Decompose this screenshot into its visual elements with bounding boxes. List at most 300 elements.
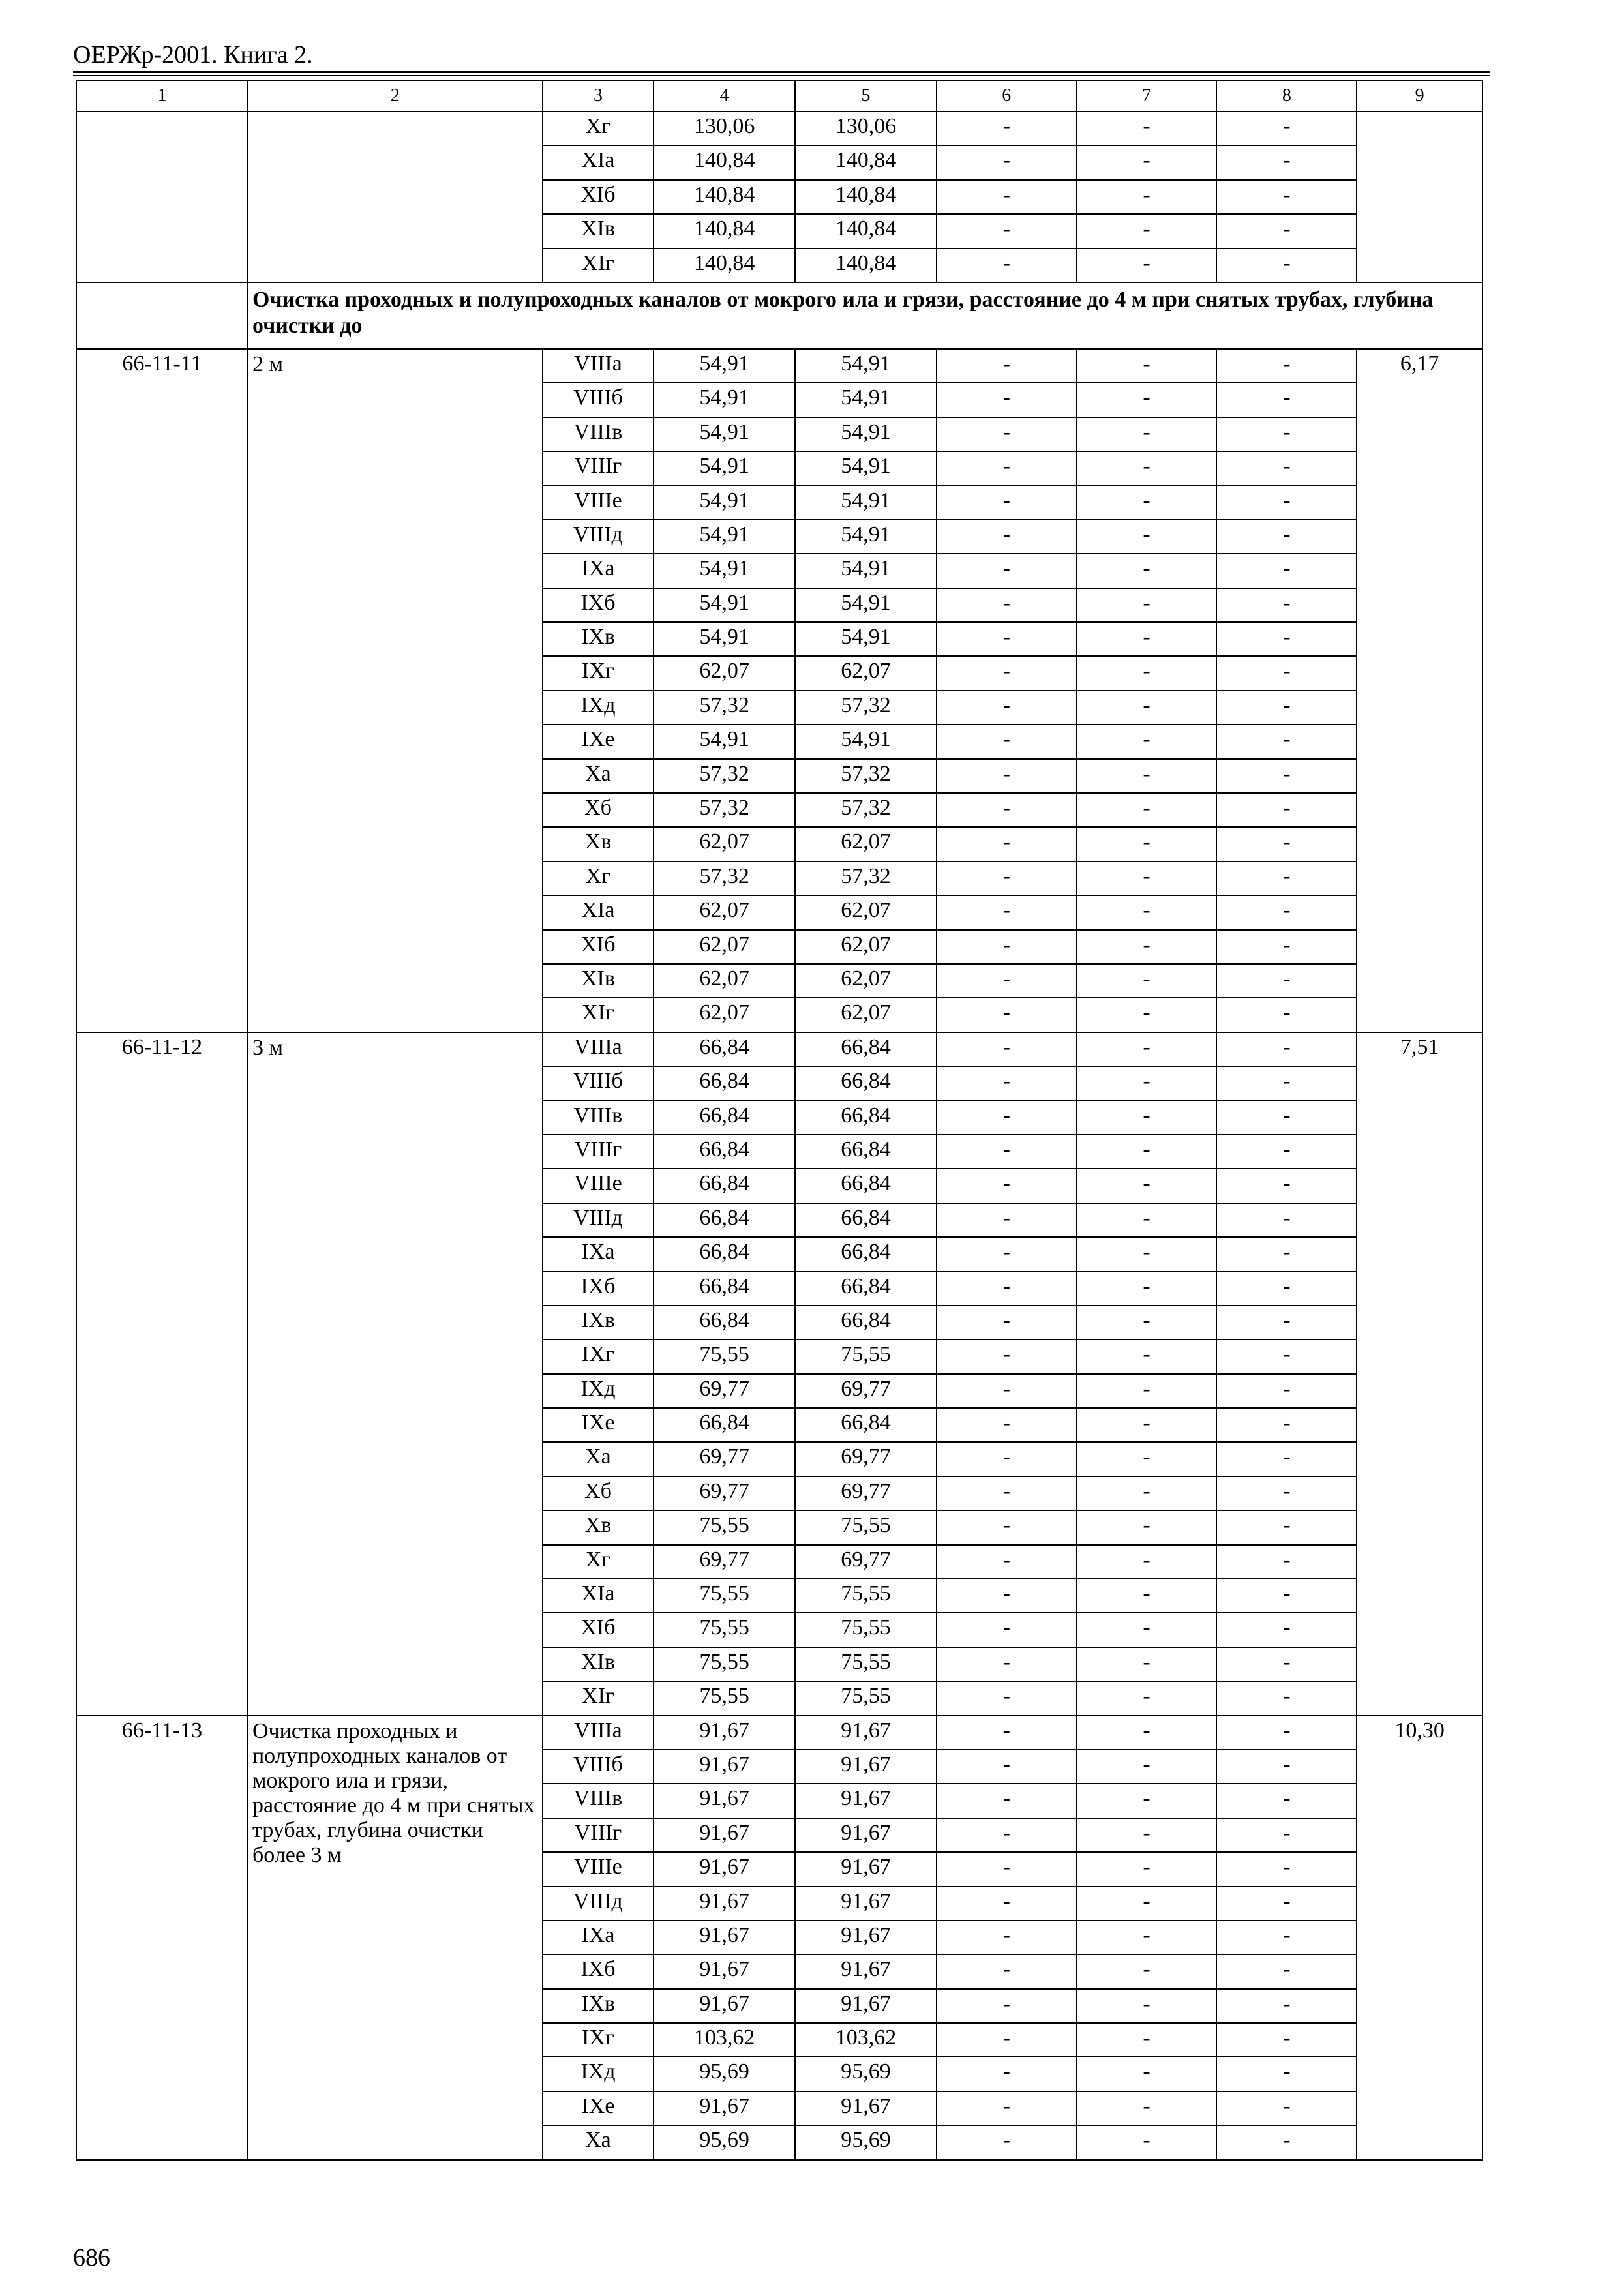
value-cell-8: -: [1216, 1306, 1357, 1339]
value-cell-5: 54,91: [795, 554, 937, 588]
value-cell-7: -: [1077, 861, 1217, 895]
value-cell-6: -: [937, 1272, 1077, 1306]
value-cell-5: 66,84: [795, 1237, 937, 1271]
zone-cell: IXб: [543, 1272, 654, 1306]
value-cell-8: -: [1216, 1954, 1357, 1988]
zone-cell: Xг: [543, 1545, 654, 1579]
value-cell-7: -: [1077, 248, 1217, 282]
zone-cell: IXa: [543, 1921, 654, 1954]
value-cell-8: -: [1216, 656, 1357, 690]
value-cell-4: 75,55: [654, 1579, 795, 1613]
value-cell-4: 66,84: [654, 1408, 795, 1442]
value-cell-8: -: [1216, 1887, 1357, 1921]
value-cell-8: -: [1216, 588, 1357, 622]
value-cell-8: -: [1216, 1579, 1357, 1613]
value-cell-8: -: [1216, 2091, 1357, 2125]
header-rule: [73, 71, 1490, 73]
value-cell-4: 103,62: [654, 2023, 795, 2057]
value-cell-6: -: [937, 214, 1077, 248]
value-cell-6: -: [937, 1101, 1077, 1135]
value-cell-6: -: [937, 451, 1077, 485]
value-cell-8: -: [1216, 1476, 1357, 1510]
value-cell-7: -: [1077, 1887, 1217, 1921]
value-cell-8: -: [1216, 145, 1357, 179]
value-cell-6: -: [937, 2091, 1077, 2125]
value-cell-5: 54,91: [795, 622, 937, 656]
value-cell-8: -: [1216, 1818, 1357, 1852]
value-cell-8: -: [1216, 964, 1357, 998]
value-cell-4: 66,84: [654, 1203, 795, 1237]
zone-cell: XIa: [543, 1579, 654, 1613]
value-cell-8: -: [1216, 1681, 1357, 1715]
value-cell-6: -: [937, 1442, 1077, 1476]
value-cell-5: 140,84: [795, 145, 937, 179]
value-cell-5: 91,67: [795, 1784, 937, 1818]
value-cell-8: -: [1216, 622, 1357, 656]
value-cell-8: -: [1216, 349, 1357, 383]
value-cell-6: -: [937, 1374, 1077, 1408]
value-cell-5: 66,84: [795, 1203, 937, 1237]
value-cell-4: 62,07: [654, 827, 795, 861]
value-cell-4: 66,84: [654, 1135, 795, 1169]
value-cell-6: -: [937, 1579, 1077, 1613]
value-cell-7: -: [1077, 1476, 1217, 1510]
value-cell-4: 54,91: [654, 622, 795, 656]
value-cell-6: -: [937, 248, 1077, 282]
column-number: 6: [937, 80, 1077, 112]
zone-cell: IXe: [543, 725, 654, 758]
zone-cell: VIIIe: [543, 1852, 654, 1886]
value-cell-4: 75,55: [654, 1613, 795, 1647]
value-cell-7: -: [1077, 1442, 1217, 1476]
value-cell-8: -: [1216, 1510, 1357, 1544]
value-cell-8: -: [1216, 1545, 1357, 1579]
value-cell-4: 75,55: [654, 1647, 795, 1681]
value-cell-6: -: [937, 1066, 1077, 1100]
value-cell-7: -: [1077, 2091, 1217, 2125]
value-cell-4: 91,67: [654, 1852, 795, 1886]
section-spacer: [76, 282, 248, 349]
zone-cell: VIIIe: [543, 486, 654, 520]
value-cell-7: -: [1077, 1203, 1217, 1237]
value-cell-6: -: [937, 1921, 1077, 1954]
description-cell: Очистка проходных и полупроходных каналов от мокрого ила и грязи, расстояние до 4 м при снятых трубах, глубина очистки более 3 м: [248, 1716, 543, 2160]
value-cell-4: 140,84: [654, 248, 795, 282]
value-cell-5: 57,32: [795, 759, 937, 793]
value-cell-8: -: [1216, 1237, 1357, 1271]
value-cell-6: -: [937, 861, 1077, 895]
value-cell-4: 91,67: [654, 1954, 795, 1988]
value-cell-7: -: [1077, 1784, 1217, 1818]
value-cell-8: -: [1216, 827, 1357, 861]
value-cell-9: 6,17: [1357, 349, 1482, 1032]
value-cell-6: -: [937, 895, 1077, 929]
value-cell-5: 57,32: [795, 861, 937, 895]
value-cell-7: -: [1077, 588, 1217, 622]
value-cell-7: -: [1077, 1681, 1217, 1715]
column-number: 2: [248, 80, 543, 112]
value-cell-8: -: [1216, 1716, 1357, 1750]
value-cell-5: 62,07: [795, 827, 937, 861]
value-cell-6: -: [937, 180, 1077, 214]
value-cell-6: -: [937, 930, 1077, 964]
value-cell-6: -: [937, 1169, 1077, 1203]
value-cell-8: -: [1216, 1066, 1357, 1100]
value-cell-7: -: [1077, 2023, 1217, 2057]
value-cell-4: 75,55: [654, 1339, 795, 1373]
zone-cell: XIa: [543, 895, 654, 929]
value-cell-5: 62,07: [795, 930, 937, 964]
value-cell-5: 62,07: [795, 895, 937, 929]
zone-cell: VIIIд: [543, 520, 654, 554]
value-cell-6: -: [937, 1750, 1077, 1784]
value-cell-4: 140,84: [654, 145, 795, 179]
value-cell-5: 69,77: [795, 1374, 937, 1408]
code-cell: [76, 112, 248, 282]
value-cell-8: -: [1216, 1613, 1357, 1647]
zone-cell: VIIIв: [543, 1101, 654, 1135]
code-cell: 66-11-13: [76, 1716, 248, 2160]
value-cell-7: -: [1077, 998, 1217, 1032]
value-cell-6: -: [937, 1545, 1077, 1579]
value-cell-7: -: [1077, 1647, 1217, 1681]
value-cell-4: 91,67: [654, 1750, 795, 1784]
value-cell-5: 54,91: [795, 725, 937, 758]
column-number: 7: [1077, 80, 1217, 112]
value-cell-5: 91,67: [795, 1852, 937, 1886]
value-cell-4: 66,84: [654, 1032, 795, 1066]
value-cell-6: -: [937, 759, 1077, 793]
zone-cell: XIa: [543, 145, 654, 179]
table-row: [76, 112, 1482, 145]
value-cell-7: -: [1077, 180, 1217, 214]
value-cell-4: 95,69: [654, 2125, 795, 2159]
value-cell-6: -: [937, 588, 1077, 622]
value-cell-5: 75,55: [795, 1681, 937, 1715]
value-cell-5: 140,84: [795, 248, 937, 282]
value-cell-7: -: [1077, 622, 1217, 656]
value-cell-8: -: [1216, 1032, 1357, 1066]
value-cell-7: -: [1077, 1510, 1217, 1544]
value-cell-6: -: [937, 2125, 1077, 2159]
value-cell-8: -: [1216, 725, 1357, 758]
value-cell-5: 62,07: [795, 964, 937, 998]
value-cell-4: 91,67: [654, 1921, 795, 1954]
column-number: 9: [1357, 80, 1482, 112]
value-cell-6: -: [937, 622, 1077, 656]
value-cell-5: 75,55: [795, 1613, 937, 1647]
value-cell-8: -: [1216, 2125, 1357, 2159]
zone-cell: VIIIб: [543, 1750, 654, 1784]
value-cell-5: 75,55: [795, 1339, 937, 1373]
value-cell-7: -: [1077, 1032, 1217, 1066]
value-cell-8: -: [1216, 1374, 1357, 1408]
value-cell-4: 54,91: [654, 451, 795, 485]
zone-cell: VIIIв: [543, 417, 654, 451]
value-cell-6: -: [937, 1716, 1077, 1750]
value-cell-8: -: [1216, 520, 1357, 554]
value-cell-5: 95,69: [795, 2125, 937, 2159]
value-cell-7: -: [1077, 759, 1217, 793]
value-cell-5: 66,84: [795, 1101, 937, 1135]
value-cell-7: -: [1077, 964, 1217, 998]
norms-table: [76, 80, 1483, 2161]
zone-cell: IXд: [543, 2057, 654, 2091]
zone-cell: XIг: [543, 998, 654, 1032]
value-cell-4: 62,07: [654, 656, 795, 690]
value-cell-4: 69,77: [654, 1545, 795, 1579]
value-cell-8: -: [1216, 895, 1357, 929]
value-cell-4: 66,84: [654, 1272, 795, 1306]
value-cell-5: 91,67: [795, 1989, 937, 2023]
value-cell-8: -: [1216, 1921, 1357, 1954]
column-number: 4: [654, 80, 795, 112]
value-cell-7: -: [1077, 451, 1217, 485]
value-cell-4: 62,07: [654, 998, 795, 1032]
zone-cell: IXб: [543, 588, 654, 622]
value-cell-8: -: [1216, 1408, 1357, 1442]
zone-cell: VIIIa: [543, 1032, 654, 1066]
value-cell-7: -: [1077, 1135, 1217, 1169]
value-cell-7: -: [1077, 417, 1217, 451]
value-cell-9: [1357, 112, 1482, 282]
value-cell-6: -: [937, 998, 1077, 1032]
value-cell-4: 66,84: [654, 1169, 795, 1203]
value-cell-8: -: [1216, 486, 1357, 520]
value-cell-5: 66,84: [795, 1408, 937, 1442]
value-cell-6: -: [937, 1681, 1077, 1715]
column-number: 5: [795, 80, 937, 112]
value-cell-5: 54,91: [795, 486, 937, 520]
zone-cell: XIв: [543, 964, 654, 998]
value-cell-5: 75,55: [795, 1579, 937, 1613]
value-cell-4: 140,84: [654, 180, 795, 214]
zone-cell: XIг: [543, 248, 654, 282]
zone-cell: VIIIг: [543, 451, 654, 485]
zone-cell: Xв: [543, 827, 654, 861]
value-cell-7: -: [1077, 112, 1217, 145]
value-cell-5: 69,77: [795, 1476, 937, 1510]
value-cell-6: -: [937, 1647, 1077, 1681]
zone-cell: VIIIв: [543, 1784, 654, 1818]
value-cell-8: -: [1216, 998, 1357, 1032]
value-cell-8: -: [1216, 1272, 1357, 1306]
value-cell-5: 91,67: [795, 1954, 937, 1988]
table-row: [76, 1032, 1482, 1066]
value-cell-7: -: [1077, 1066, 1217, 1100]
value-cell-6: -: [937, 691, 1077, 725]
value-cell-5: 54,91: [795, 417, 937, 451]
value-cell-5: 69,77: [795, 1442, 937, 1476]
value-cell-8: -: [1216, 930, 1357, 964]
table-row: [76, 349, 1482, 383]
value-cell-7: -: [1077, 1306, 1217, 1339]
value-cell-5: 91,67: [795, 1818, 937, 1852]
column-number: 8: [1216, 80, 1357, 112]
value-cell-4: 54,91: [654, 554, 795, 588]
value-cell-7: -: [1077, 1954, 1217, 1988]
value-cell-6: -: [937, 1237, 1077, 1271]
value-cell-4: 54,91: [654, 417, 795, 451]
value-cell-4: 91,67: [654, 1989, 795, 2023]
zone-cell: IXa: [543, 1237, 654, 1271]
value-cell-5: 91,67: [795, 1750, 937, 1784]
zone-cell: Xб: [543, 1476, 654, 1510]
value-cell-7: -: [1077, 1237, 1217, 1271]
value-cell-6: -: [937, 349, 1077, 383]
value-cell-4: 91,67: [654, 1887, 795, 1921]
value-cell-8: -: [1216, 417, 1357, 451]
zone-cell: Xa: [543, 759, 654, 793]
zone-cell: VIIIб: [543, 1066, 654, 1100]
value-cell-5: 66,84: [795, 1066, 937, 1100]
value-cell-7: -: [1077, 895, 1217, 929]
value-cell-4: 75,55: [654, 1681, 795, 1715]
value-cell-6: -: [937, 827, 1077, 861]
zone-cell: VIIIд: [543, 1887, 654, 1921]
value-cell-5: 140,84: [795, 214, 937, 248]
value-cell-6: -: [937, 1032, 1077, 1066]
value-cell-7: -: [1077, 656, 1217, 690]
value-cell-6: -: [937, 1818, 1077, 1852]
value-cell-5: 91,67: [795, 1887, 937, 1921]
value-cell-8: -: [1216, 1750, 1357, 1784]
value-cell-4: 54,91: [654, 588, 795, 622]
zone-cell: VIIIa: [543, 1716, 654, 1750]
value-cell-5: 75,55: [795, 1647, 937, 1681]
value-cell-6: -: [937, 2057, 1077, 2091]
value-cell-6: -: [937, 1887, 1077, 1921]
value-cell-4: 66,84: [654, 1237, 795, 1271]
zone-cell: IXг: [543, 2023, 654, 2057]
zone-cell: IXe: [543, 1408, 654, 1442]
value-cell-4: 91,67: [654, 1716, 795, 1750]
value-cell-4: 75,55: [654, 1510, 795, 1544]
description-cell: [248, 112, 543, 282]
value-cell-6: -: [937, 1989, 1077, 2023]
value-cell-7: -: [1077, 214, 1217, 248]
value-cell-8: -: [1216, 1989, 1357, 2023]
value-cell-6: -: [937, 145, 1077, 179]
value-cell-4: 130,06: [654, 112, 795, 145]
zone-cell: XIб: [543, 930, 654, 964]
value-cell-7: -: [1077, 1921, 1217, 1954]
value-cell-7: -: [1077, 1101, 1217, 1135]
zone-cell: Xв: [543, 1510, 654, 1544]
value-cell-6: -: [937, 112, 1077, 145]
zone-cell: Xб: [543, 793, 654, 827]
value-cell-8: -: [1216, 248, 1357, 282]
value-cell-4: 54,91: [654, 349, 795, 383]
zone-cell: Xг: [543, 112, 654, 145]
zone-cell: IXд: [543, 1374, 654, 1408]
value-cell-8: -: [1216, 1169, 1357, 1203]
value-cell-7: -: [1077, 1545, 1217, 1579]
value-cell-6: -: [937, 383, 1077, 417]
value-cell-5: 75,55: [795, 1510, 937, 1544]
value-cell-5: 62,07: [795, 656, 937, 690]
value-cell-5: 54,91: [795, 520, 937, 554]
value-cell-7: -: [1077, 725, 1217, 758]
value-cell-4: 57,32: [654, 793, 795, 827]
value-cell-7: -: [1077, 2125, 1217, 2159]
value-cell-7: -: [1077, 383, 1217, 417]
value-cell-7: -: [1077, 1852, 1217, 1886]
value-cell-5: 54,91: [795, 349, 937, 383]
zone-cell: XIб: [543, 1613, 654, 1647]
zone-cell: IXв: [543, 1306, 654, 1339]
table-row: [76, 1716, 1482, 1750]
value-cell-8: -: [1216, 451, 1357, 485]
value-cell-7: -: [1077, 793, 1217, 827]
value-cell-9: 10,30: [1357, 1716, 1482, 2160]
value-cell-6: -: [937, 417, 1077, 451]
value-cell-5: 57,32: [795, 691, 937, 725]
zone-cell: VIIIe: [543, 1169, 654, 1203]
value-cell-6: -: [937, 1510, 1077, 1544]
value-cell-7: -: [1077, 1408, 1217, 1442]
value-cell-8: -: [1216, 793, 1357, 827]
description-cell: 3 м: [248, 1032, 543, 1716]
value-cell-4: 95,69: [654, 2057, 795, 2091]
value-cell-6: -: [937, 520, 1077, 554]
zone-cell: VIIIб: [543, 383, 654, 417]
value-cell-5: 66,84: [795, 1032, 937, 1066]
value-cell-5: 62,07: [795, 998, 937, 1032]
value-cell-5: 91,67: [795, 2091, 937, 2125]
value-cell-4: 54,91: [654, 725, 795, 758]
value-cell-5: 54,91: [795, 588, 937, 622]
value-cell-6: -: [937, 486, 1077, 520]
value-cell-4: 62,07: [654, 895, 795, 929]
zone-cell: IXe: [543, 2091, 654, 2125]
column-number: 1: [76, 80, 248, 112]
value-cell-7: -: [1077, 1613, 1217, 1647]
value-cell-6: -: [937, 1203, 1077, 1237]
zone-cell: IXг: [543, 656, 654, 690]
zone-cell: XIб: [543, 180, 654, 214]
value-cell-4: 66,84: [654, 1306, 795, 1339]
value-cell-5: 66,84: [795, 1306, 937, 1339]
value-cell-4: 54,91: [654, 383, 795, 417]
value-cell-4: 57,32: [654, 861, 795, 895]
value-cell-8: -: [1216, 1647, 1357, 1681]
value-cell-6: -: [937, 1852, 1077, 1886]
value-cell-7: -: [1077, 520, 1217, 554]
value-cell-8: -: [1216, 214, 1357, 248]
value-cell-7: -: [1077, 930, 1217, 964]
value-cell-6: -: [937, 1306, 1077, 1339]
value-cell-5: 66,84: [795, 1135, 937, 1169]
value-cell-4: 62,07: [654, 930, 795, 964]
value-cell-5: 91,67: [795, 1921, 937, 1954]
zone-cell: IXa: [543, 554, 654, 588]
value-cell-8: -: [1216, 383, 1357, 417]
zone-cell: Xa: [543, 2125, 654, 2159]
value-cell-5: 91,67: [795, 1716, 937, 1750]
value-cell-7: -: [1077, 1750, 1217, 1784]
value-cell-8: -: [1216, 180, 1357, 214]
value-cell-7: -: [1077, 1374, 1217, 1408]
value-cell-7: -: [1077, 827, 1217, 861]
value-cell-5: 66,84: [795, 1169, 937, 1203]
value-cell-7: -: [1077, 1272, 1217, 1306]
value-cell-4: 66,84: [654, 1101, 795, 1135]
column-number-row: [76, 80, 1482, 112]
value-cell-4: 62,07: [654, 964, 795, 998]
code-cell: 66-11-12: [76, 1032, 248, 1716]
value-cell-4: 69,77: [654, 1442, 795, 1476]
